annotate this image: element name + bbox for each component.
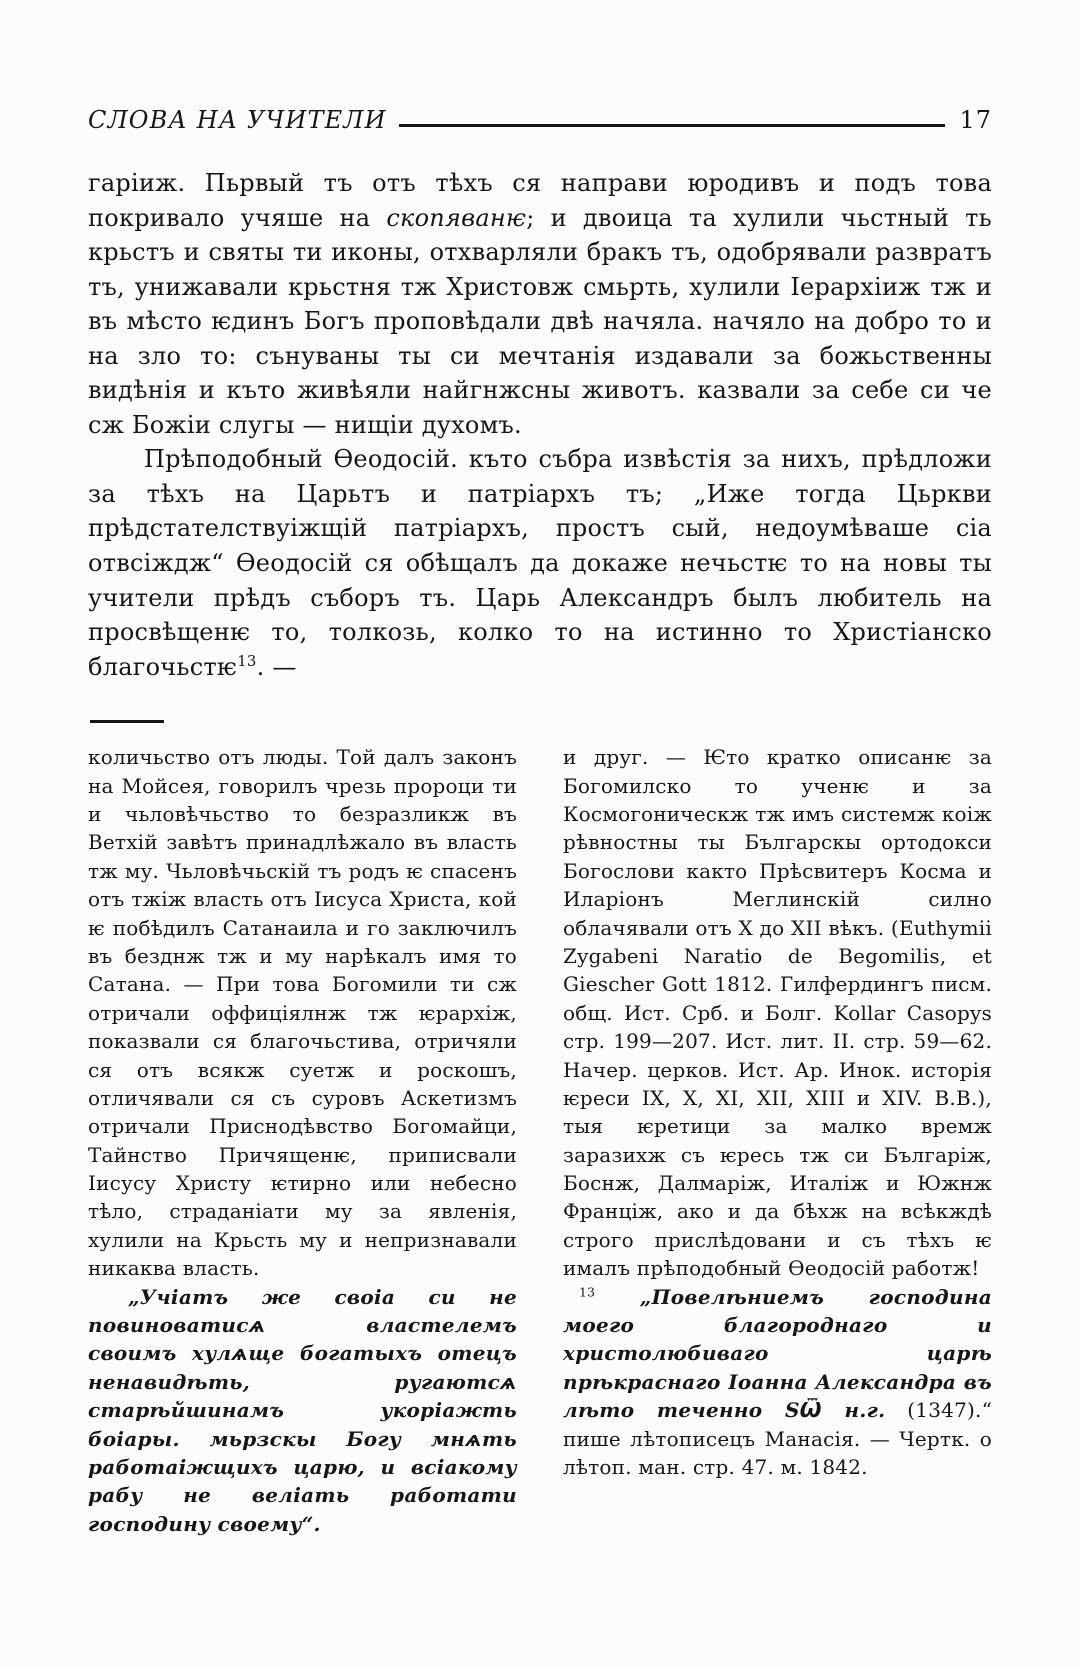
body-text: . — <box>256 652 297 681</box>
footnote-13 <box>563 1283 992 1482</box>
body-text: ; и двоица та хулили чьстный ть крьстъ и святы ти иконы, отхварляли бракъ тъ, одобрявали развратъ тъ, унижавали крьстня тж Христовж смьрть, хулили Іерархіиж тж и въ мѣсто ѥдинъ Богъ проповѣдали двѣ начяла. начяло на добро то и на зло то: сънуваны ты си мечтанія издавали за божьственны видѣнія и къто живѣяли найгнжсны животъ. казвали за себе си че сж Божіи слугы — нищіи духомъ. <box>88 203 992 439</box>
slavonic-quote: „Учіатъ же своіа си не повиноватисѧ властелемъ своимъ хулѧще богатыхъ отецъ ненавидѣть, ругаютсѧ старѣйшинамъ укоріажть боіары. мьрзскы Богу мнѧть работаіжщихъ царю, и всіакому рабу не веліать работати господину своему“. <box>88 1284 517 1536</box>
page-number: 17 <box>959 106 992 134</box>
footnote-column-left <box>88 743 517 1538</box>
footnote-13-marker: 13 <box>579 1283 596 1299</box>
page-header <box>88 106 992 134</box>
body-text: гаріиж. Пьрвый тъ отъ тѣхъ ся направи юродивъ и подъ това покривало учяше на <box>88 169 992 232</box>
footnote-reference-13: 13 <box>237 651 257 670</box>
footnote-columns <box>88 743 992 1538</box>
main-text-block <box>88 166 992 684</box>
footnotes-section <box>88 720 992 1538</box>
paragraph-2 <box>88 442 992 684</box>
slavonic-quote: „Повелѣниемъ господина моего благороднаго и христолюбиваго царѣ прѣкраснаго Іоанна Александра въ лѣто теченно ЅѾ н.г. <box>563 1284 992 1423</box>
running-title: СЛОВА НА УЧИТЕЛИ <box>88 106 387 134</box>
footnote-13-text: (1347).“ пише лѣтописецъ Манасія. — Чертк. о лѣтоп. ман. стр. 47. м. 1842. <box>563 1398 992 1479</box>
footnote-column-right <box>563 743 992 1538</box>
footnote-separator-rule <box>90 720 164 723</box>
body-text: Прѣподобный Ѳеодосій. къто събра извѣстія за нихъ, прѣдложи за тѣхъ на Царьтъ и патріархъ тъ; „Иже тогда Цьркви прѣдстателствуіжщій патріархъ, простъ сый, недоумѣваше сіа отвсіждж“ Ѳеодосій ся обѣщалъ да докаже нечьстѥ то на новы ты учители прѣдъ съборъ тъ. Царь Александръ былъ любитель на просвѣщенѥ то, толкозь, колко то на истинно то Христіанско благочьстѥ <box>88 445 992 681</box>
footnote-continuation-text: и друг. — Ѥто кратко описанѥ за Богомилско то ученѥ и за Космогоническж тж имъ системж коіж рѣвностны ты Българскы ортодокси Богослови както Прѣсвитеръ Косма и Иларіонъ Меглинскій силно облачявали отъ X до XII вѣкъ. (Euthymii Zygabeni Naratio de Begomilis, et Giescher Gott 1812. Гилфердингъ писм. общ. Ист. Срб. и Болг. Kollar Casopys стр. 199—207. Ист. лит. II. стр. 59—62. Начер. церков. Ист. Ар. Инок. исторія ѥреси IX, X, XI, XII, XIII и XIV. В.В.), тыя ѥретици за малко времж заразихж съ ѥресь тж си Българіж, Боснж, Далмаріж, Италіж и Южнж Франціж, ако и да бѣхж на всѣкждѣ строго прислѣдовани и съ тѣхъ ѥ ималъ прѣподобный Ѳеодосій работж! <box>563 745 992 1281</box>
header-rule <box>399 124 946 127</box>
footnote-continuation-text: количьство отъ люды. Той далъ законъ на Мойсея, говорилъ чрезь пророци ти и чьловѣчьство то безразликж въ Ветхій завѣтъ принадлѣжало въ власть тж му. Чьловѣчьскій тъ родъ ѥ спасенъ отъ тжіж власть отъ Іисуса Христа, кой ѥ побѣдилъ Сатанаила и го заключилъ въ безднж тж и му нарѣкалъ имя то Сатана. — При това Богомили ти сж отричали оффиціялнж тж ѥрархіж, показвали ся благочьстива, отричяли ся отъ всякж суетж и роскошъ, отличявали ся съ суровъ Аскетизмъ отричали Приснодѣвство Богомайци, Тайнство Причященѥ, приписвали Іисусу Христу ѥтирно или небесно тѣло, страданіати му за явленія, хулили на Крьсть му и непризнавали никаква власть. <box>88 745 517 1281</box>
italic-term: скопяванѥ <box>386 203 527 232</box>
paragraph-1 <box>88 166 992 442</box>
